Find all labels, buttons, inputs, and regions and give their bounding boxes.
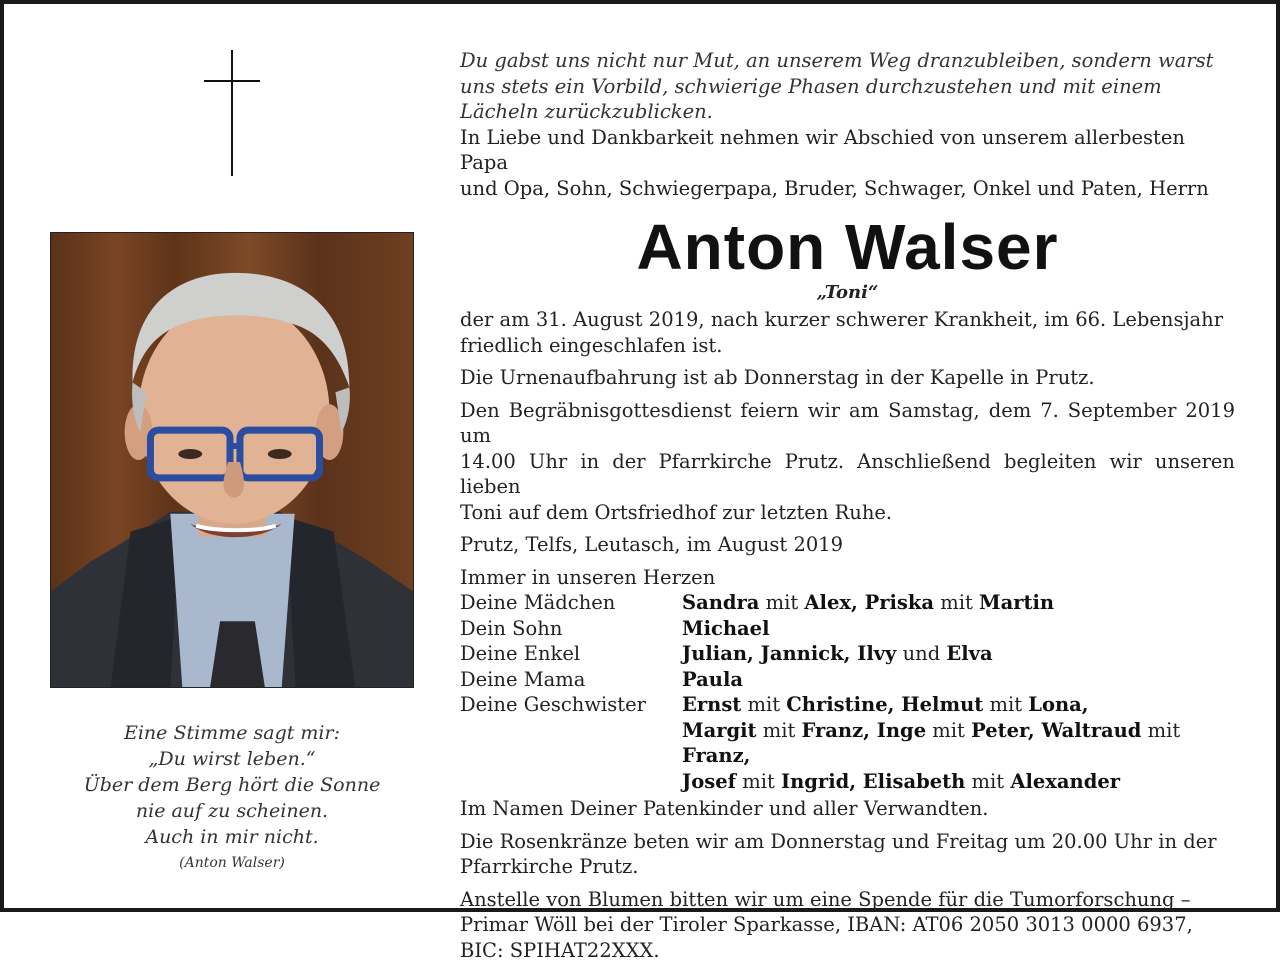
family-row [460,641,1235,667]
family-names: Paula [682,667,1235,693]
funeral-line: Den Begräbnisgottesdienst feiern wir am Samstag, dem 7. September 2019 um [460,398,1235,449]
rosary-line: Pfarrkirche Prutz. [460,854,1235,880]
donation-line: Primar Wöll bei der Tiroler Sparkasse, IBAN: AT06 2050 3013 0000 6937, [460,912,1235,938]
intro [460,125,1235,202]
donation-line: Anstelle von Blumen bitten wir um eine Spende für die Tumorforschung – [460,887,1235,913]
intro-line: und Opa, Sohn, Schwiegerpapa, Bruder, Schwager, Onkel und Paten, Herrn [460,176,1235,202]
poem-line: „Du wirst leben.“ [50,746,414,772]
family-names: Ernst mit Christine, Helmut mit Lona, Margit mit Franz, Inge mit Peter, Waltraud mit Franz, Josef mit Ingrid, Elisabeth mit Alexander [682,692,1235,794]
place-date: Prutz, Telfs, Leutasch, im August 2019 [460,532,1235,558]
poem-author: (Anton Walser) [50,852,414,874]
poem-line: nie auf zu scheinen. [50,798,414,824]
motto [460,48,1235,125]
family-row [460,692,1235,794]
rosary-line: Die Rosenkränze beten wir am Donnerstag und Freitag um 20.00 Uhr in der [460,829,1235,855]
deceased-name: Anton Walser [460,213,1235,281]
cross-icon [231,50,233,176]
donation-notice [460,887,1235,963]
main-text [460,48,1235,963]
family-relation: Deine Mama [460,667,682,693]
family-row [460,590,1235,616]
family-heading: Immer in unseren Herzen [460,565,1235,591]
death-notice-line: der am 31. August 2019, nach kurzer schwerer Krankheit, im 66. Lebensjahr [460,307,1235,333]
family-list [460,590,1235,794]
death-notice-line: friedlich eingeschlafen ist. [460,333,1235,359]
portrait-photo [50,232,414,688]
family-row [460,667,1235,693]
poem-line: Auch in mir nicht. [50,824,414,850]
family-names: Michael [682,616,1235,642]
motto-line: Du gabst uns nicht nur Mut, an unserem Weg dranzubleiben, sondern warst [460,48,1235,74]
cross-icon-bar [204,80,260,82]
poem-line: Über dem Berg hört die Sonne [50,772,414,798]
motto-line: uns stets ein Vorbild, schwierige Phasen durchzustehen und mit einem [460,74,1235,100]
rosary-notice [460,829,1235,880]
funeral-notice [460,398,1235,526]
family-relation: Dein Sohn [460,616,682,642]
nickname: „Toni“ [460,281,1235,305]
poem-line: Eine Stimme sagt mir: [50,720,414,746]
death-notice [460,307,1235,358]
family-relation: Deine Geschwister [460,692,682,794]
intro-line: In Liebe und Dankbarkeit nehmen wir Abschied von unserem allerbesten Papa [460,125,1235,176]
godchildren-note: Im Namen Deiner Patenkinder und aller Verwandten. [460,796,1235,822]
urn-notice: Die Urnenaufbahrung ist ab Donnerstag in der Kapelle in Prutz. [460,365,1235,391]
family-names: Sandra mit Alex, Priska mit Martin [682,590,1235,616]
poem [50,720,414,874]
family-relation: Deine Enkel [460,641,682,667]
motto-line: Lächeln zurückzublicken. [460,99,1235,125]
funeral-line: Toni auf dem Ortsfriedhof zur letzten Ruhe. [460,500,1235,526]
donation-line: BIC: SPIHAT22XXX. [460,938,1235,963]
family-relation: Deine Mädchen [460,590,682,616]
family-row [460,616,1235,642]
funeral-line: 14.00 Uhr in der Pfarrkirche Prutz. Anschließend begleiten wir unseren lieben [460,449,1235,500]
family-names: Julian, Jannick, Ilvy und Elva [682,641,1235,667]
